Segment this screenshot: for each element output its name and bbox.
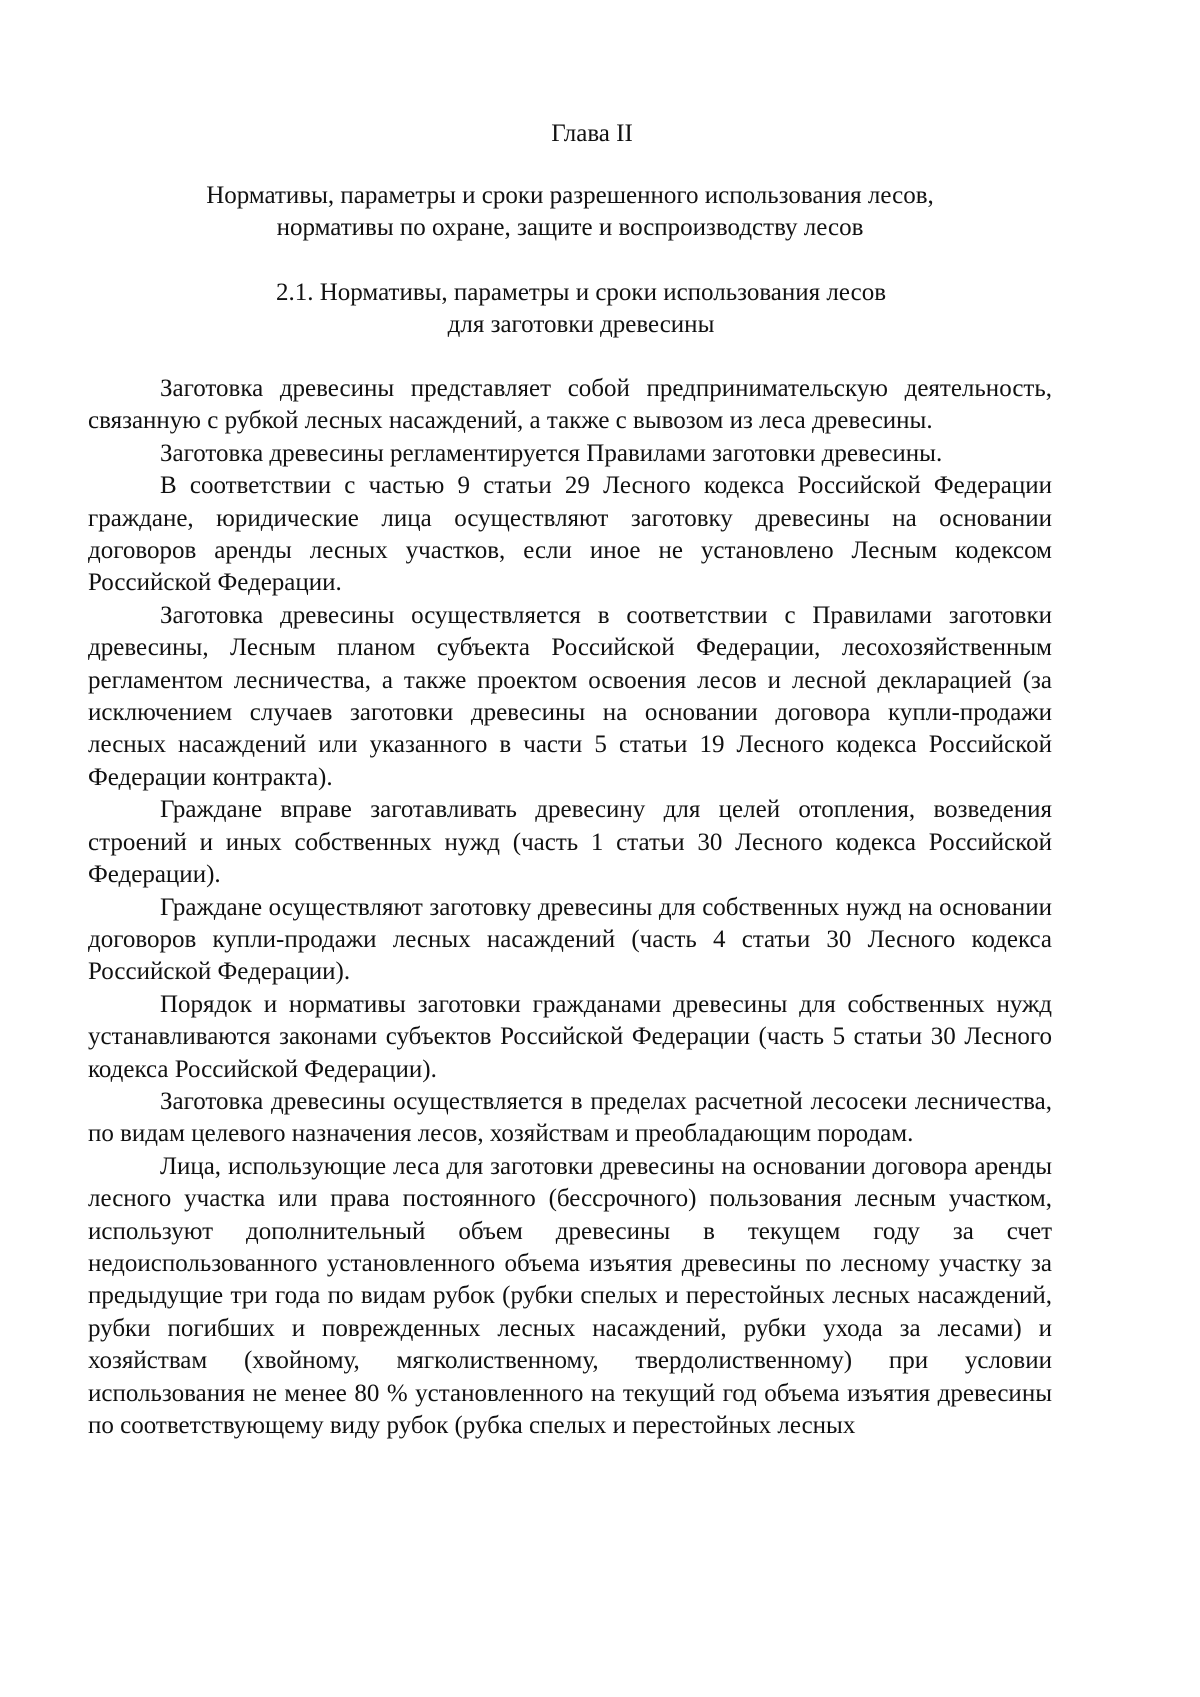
paragraph: Лица, использующие леса для заготовки древесины на основании договора аренды лесного участка или права постоянного (бессрочного) пользования лесным участком, используют дополнительный объем древесины в текущем году за счет недоиспользованного установленного объема изъятия древесины по лесному участку за предыдущие три года по видам рубок (рубки спелых и перестойных лесных насаждений, рубки погибших и поврежденных лесных насаждений, рубки ухода за лесами) и хозяйствам (хвойному, мягколиственному, твердолиственному) при условии использования не менее 80 % установленного на текущий год объема изъятия древесины по соответствующему виду рубок (рубка спелых и перестойных лесных bbox=[88, 1152, 1052, 1439]
paragraph: Порядок и нормативы заготовки гражданами древесины для собственных нужд устанавливаются законами субъектов Российской Федерации (часть 5 статьи 30 Лесного кодекса Российской Федерации). bbox=[88, 990, 1052, 1083]
paragraph: Граждане вправе заготавливать древесину для целей отопления, возведения строений и иных собственных нужд (часть 1 статьи 30 Лесного кодекса Российской Федерации). bbox=[88, 796, 1052, 889]
section-title bbox=[88, 180, 1052, 244]
chapter-title: Глава II bbox=[551, 120, 633, 147]
body-text bbox=[88, 373, 1052, 1442]
paragraph: Заготовка древесины осуществляется в соответствии с Правилами заготовки древесины, Лесным планом субъекта Российской Федерации, лесохозяйственным регламентом лесничества, а также проектом освоения лесов и лесной декларацией (за исключением случаев заготовки древесины на основании договора купли-продажи лесных насаждений или указанного в части 5 статьи 19 Лесного кодекса Российской Федерации контракта). bbox=[88, 601, 1052, 791]
paragraph: Граждане осуществляют заготовку древесины для собственных нужд на основании договоров купли-продажи лесных насаждений (часть 4 статьи 30 Лесного кодекса Российской Федерации). bbox=[88, 893, 1052, 986]
subsection-title bbox=[88, 277, 1052, 341]
paragraph: Заготовка древесины представляет собой предпринимательскую деятельность, связанную с рубкой лесных насаждений, а также с вывозом из леса древесины. bbox=[88, 375, 1052, 435]
subsection-title-line: для заготовки древесины bbox=[447, 311, 715, 338]
paragraph: Заготовка древесины осуществляется в пределах расчетной лесосеки лесничества, по видам целевого назначения лесов, хозяйствам и преобладающим породам. bbox=[88, 1087, 1052, 1148]
document-page bbox=[88, 118, 1052, 1442]
subsection-title-line: 2.1. Нормативы, параметры и сроки использования лесов bbox=[276, 279, 886, 306]
paragraph: Заготовка древесины регламентируется Правилами заготовки древесины. bbox=[160, 439, 943, 467]
section-title-line: Нормативы, параметры и сроки разрешенного использования лесов, bbox=[206, 182, 934, 209]
paragraph: В соответствии с частью 9 статьи 29 Лесного кодекса Российской Федерации граждане, юридические лица осуществляют заготовку древесины на основании договоров аренды лесных участков, если иное не установлено Лесным кодексом Российской Федерации. bbox=[88, 472, 1052, 597]
section-title-line: нормативы по охране, защите и воспроизводству лесов bbox=[276, 214, 864, 241]
